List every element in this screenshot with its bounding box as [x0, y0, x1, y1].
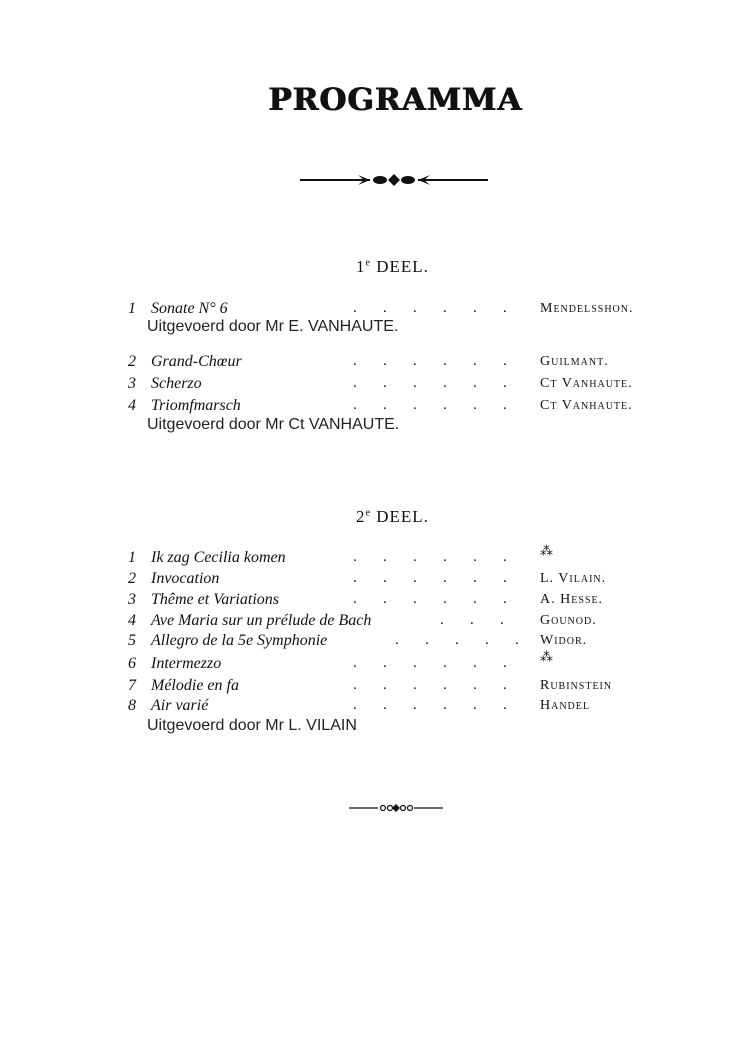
piece-title: Mélodie en fa — [151, 677, 239, 694]
composer-name: Gounod. — [540, 613, 597, 628]
program-item — [120, 300, 680, 320]
leader-dots: . . . . . . — [353, 353, 507, 369]
page-title: PROGRAMMA — [267, 82, 523, 118]
leader-dots: . . . . . . — [353, 655, 507, 671]
program-item — [120, 697, 680, 717]
leader-dots: . . . . . . — [353, 549, 507, 565]
composer-name: Widor. — [540, 633, 588, 648]
piece-title: Sonate N° 6 — [151, 300, 228, 317]
bottom-ornament-divider — [348, 802, 444, 814]
composer-asterism: ⁂ — [540, 543, 553, 558]
leader-dots: . . . . . — [395, 632, 519, 648]
program-item — [120, 649, 680, 675]
piece-title: Scherzo — [151, 375, 202, 392]
item-number: 2 — [128, 353, 136, 370]
composer-name: Rubinstein — [540, 678, 613, 693]
item-number: 1 — [128, 549, 136, 566]
program-item — [120, 677, 680, 697]
composer-name: Guilmant. — [540, 354, 609, 369]
piece-title: Allegro de la 5e Symphonie — [151, 632, 328, 649]
composer-asterism: ⁂ — [540, 649, 553, 664]
composer-name: Ct Vanhaute. — [540, 376, 633, 391]
piece-title: Invocation — [151, 570, 220, 587]
item-number: 2 — [128, 570, 136, 587]
leader-dots: . . . . . . — [353, 397, 507, 413]
composer-name: L. Vilain. — [540, 571, 607, 586]
item-number: 5 — [128, 632, 136, 649]
performer-credit: Uitgevoerd door Mr E. VANHAUTE. — [147, 318, 399, 335]
leader-dots: . . . . . . — [353, 591, 507, 607]
program-item — [120, 632, 680, 652]
item-number: 3 — [128, 591, 136, 608]
item-number: 4 — [128, 612, 136, 629]
leader-dots: . . . . . . — [353, 375, 507, 391]
piece-title: Air varié — [151, 697, 209, 714]
program-item — [120, 397, 680, 417]
program-item — [120, 570, 680, 590]
piece-title: Ik zag Cecilia komen — [151, 549, 286, 566]
item-number: 4 — [128, 397, 136, 414]
leader-dots: . . . — [440, 612, 504, 628]
item-number: 1 — [128, 300, 136, 317]
performer-credit: Uitgevoerd door Mr L. VILAIN — [147, 717, 357, 734]
item-number: 6 — [128, 655, 136, 672]
piece-title: Intermezzo — [151, 655, 222, 672]
program-item — [120, 353, 680, 373]
program-item — [120, 375, 680, 395]
piece-title: Triomfmarsch — [151, 397, 241, 414]
composer-name: Mendelsshon. — [540, 301, 634, 316]
program-item — [120, 543, 680, 569]
item-number: 8 — [128, 697, 136, 714]
leader-dots: . . . . . . — [353, 697, 507, 713]
part-2-heading: 2e DEEL. — [356, 507, 429, 526]
item-number: 7 — [128, 677, 136, 694]
composer-name: Handel — [540, 698, 590, 713]
piece-title: Thême et Variations — [151, 591, 279, 608]
composer-name: Ct Vanhaute. — [540, 398, 633, 413]
piece-title: Ave Maria sur un prélude de Bach — [151, 612, 372, 629]
program-item — [120, 612, 680, 632]
part-1-heading: 1e DEEL. — [356, 257, 429, 276]
performer-credit: Uitgevoerd door Mr Ct VANHAUTE. — [147, 416, 400, 433]
leader-dots: . . . . . . — [353, 570, 507, 586]
program-item — [120, 591, 680, 611]
top-ornament-divider — [298, 171, 490, 189]
leader-dots: . . . . . . — [353, 300, 507, 316]
leader-dots: . . . . . . — [353, 677, 507, 693]
piece-title: Grand-Chœur — [151, 353, 242, 370]
item-number: 3 — [128, 375, 136, 392]
composer-name: A. Hesse. — [540, 592, 604, 607]
